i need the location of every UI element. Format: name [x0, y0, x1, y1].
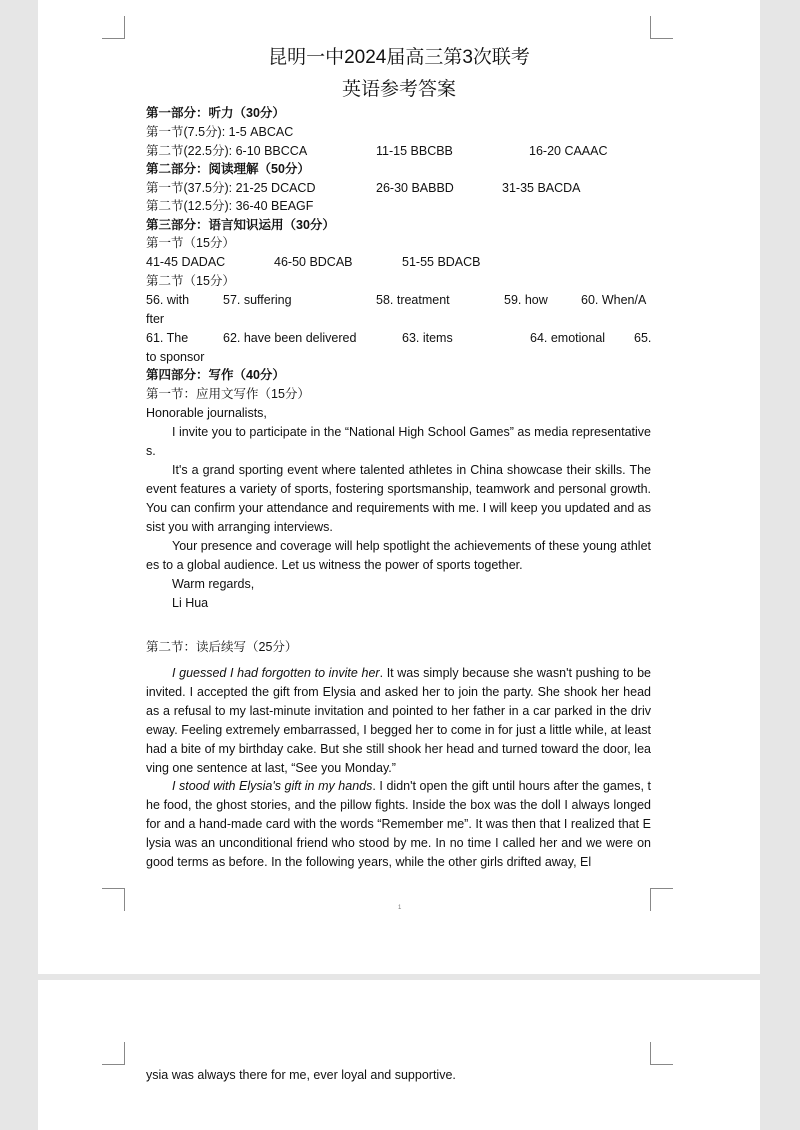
answer-59: 59. how	[504, 293, 548, 307]
document-title: 昆明一中2024届高三第3次联考	[268, 47, 530, 68]
part3-section2-label: 第二节（15分）	[146, 274, 235, 288]
part2-section1-col2: 26-30 BABBD	[376, 181, 454, 195]
answer-64: 64. emotional	[530, 331, 606, 345]
crop-mark	[102, 16, 125, 39]
part3-heading: 第三部分：语言知识运用（30分）	[146, 218, 335, 232]
part2-heading: 第二部分：阅读理解（50分）	[146, 162, 310, 176]
answer-63: 63. items	[402, 331, 453, 345]
answer-57: 57. suffering	[223, 293, 292, 307]
part1-section2-col3: 16-20 CAAAC	[529, 144, 608, 158]
answer-61: 61. The	[146, 331, 189, 345]
continuation-lead-sentence: I stood with Elysia's gift in my hands	[172, 779, 373, 793]
part2-section1-col1: 第一节(37.5分): 21-25 DCACD	[146, 181, 316, 195]
continuation-lead-sentence: I guessed I had forgotten to invite her	[172, 666, 380, 680]
part3-section1-col1: 41-45 DADAC	[146, 255, 226, 269]
crop-mark	[102, 888, 125, 911]
letter-salutation: Honorable journalists,	[146, 406, 267, 420]
part2-section1-col3: 31-35 BACDA	[502, 181, 581, 195]
crop-mark	[650, 1042, 673, 1065]
part1-section2-col1: 第二节(22.5分): 6-10 BBCCA	[146, 144, 308, 158]
document-subtitle: 英语参考答案	[341, 79, 456, 100]
crop-mark	[650, 888, 673, 911]
continuation-paragraph-2-end: ysia was always there for me, ever loyal and supportive.	[146, 1068, 456, 1082]
letter-paragraph-1: I invite you to participate in the “National High School Games” as media representatives.	[146, 425, 651, 458]
document-page-1	[38, 0, 760, 974]
answer-60-wrap: fter	[146, 312, 165, 326]
continuation-paragraph-1	[146, 664, 651, 778]
part1-heading: 第一部分：听力（30分）	[146, 106, 285, 120]
part4-section2-label: 第二节：读后续写（25分）	[146, 640, 298, 654]
continuation-paragraph-2	[146, 777, 651, 872]
part1-section1: 第一节(7.5分): 1-5 ABCAC	[146, 125, 294, 139]
answer-62: 62. have been delivered	[223, 331, 357, 345]
continuation-body: . I didn't open the gift until hours after the games, the food, the ghost stories, and the pillow fights. Inside the box was the doll I always longed for and a hand-made card with the words “Remember me”. It was then that I realized that Elysia was an unconditional friend who stood by me. In no time I called her and we were on good terms as before. In the following years, while the other girls drifted away, El	[146, 779, 651, 869]
part3-section1-col3: 51-55 BDACB	[402, 255, 481, 269]
letter-closing: Warm regards,	[172, 577, 255, 591]
letter-paragraph-2: It's a grand sporting event where talented athletes in China showcase their skills. The event features a variety of sports, fostering sportsmanship, teamwork and personal growth. You can confirm your attendance and requirements with me. I will keep you updated and assist you with arranging interviews.	[146, 463, 651, 534]
part2-section2: 第二节(12.5分): 36-40 BEAGF	[146, 199, 314, 213]
crop-mark	[102, 1042, 125, 1065]
answer-60: 60. When/A	[581, 293, 647, 307]
part4-heading: 第四部分：写作（40分）	[146, 368, 285, 382]
page-number: 1	[398, 905, 402, 911]
part3-section1-label: 第一节（15分）	[146, 236, 235, 250]
letter-signature: Li Hua	[172, 596, 209, 610]
answer-65-wrap: to sponsor	[146, 350, 205, 364]
part1-section2-col2: 11-15 BBCBB	[376, 144, 453, 158]
continuation-body: . It was simply because she wasn't pushing to be invited. I accepted the gift from Elysia and asked her to join the party. She shook her head as a refusal to my last-minute invitation and pointed to her father in a car parked in the driveway. Feeling extremely embarrassed, I begged her to come in for just a little while, at least had a bite of my birthday cake. But she still shook her head and turned toward the door, leaving one sentence at last, “See you Monday.”	[146, 666, 651, 775]
crop-mark	[650, 16, 673, 39]
document-page-2	[38, 980, 760, 1130]
answer-65: 65.	[634, 331, 652, 345]
part3-section1-col2: 46-50 BDCAB	[274, 255, 353, 269]
answer-56: 56. with	[146, 293, 190, 307]
letter-paragraph-3: Your presence and coverage will help spotlight the achievements of these young athletes to a global audience. Let us witness the power of sports together.	[146, 539, 651, 572]
answer-58: 58. treatment	[376, 293, 450, 307]
part4-section1-label: 第一节：应用文写作（15分）	[146, 387, 310, 401]
